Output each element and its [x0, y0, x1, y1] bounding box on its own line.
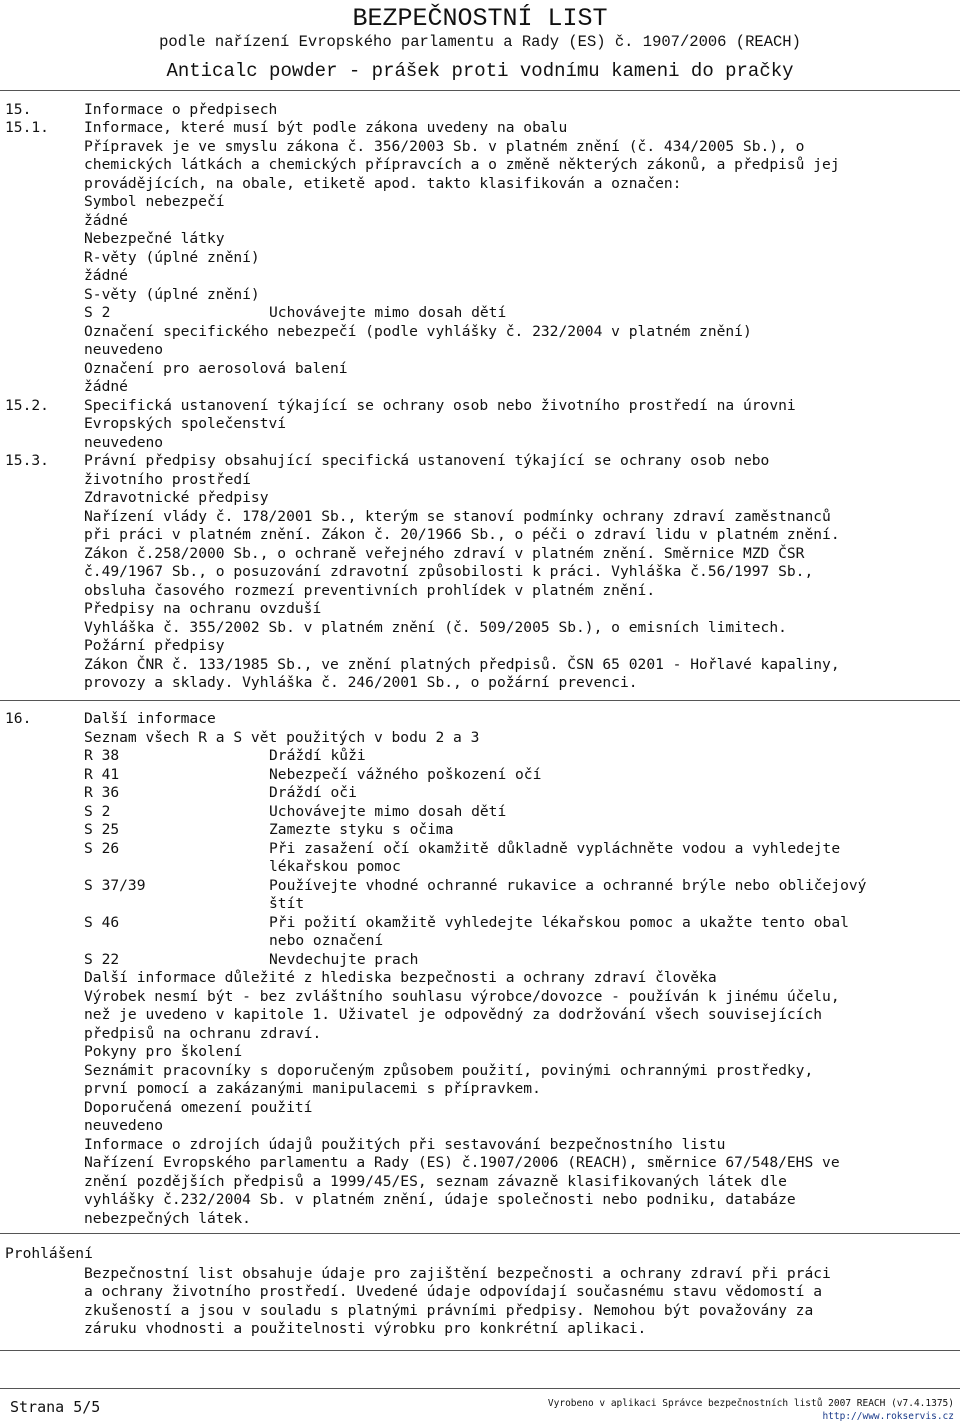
- line-text: Seznámit pracovníky s doporučeným způsobem použití, povinými ochrannými prostředky,: [84, 1062, 814, 1079]
- line-text: Vyhláška č. 355/2002 Sb. v platném znění (č. 509/2005 Sb.), o emisních limitech.: [84, 619, 787, 636]
- line-text: Zákon č.258/2000 Sb., o ochraně veřejného zdraví v platném znění. Směrnice MZD ČSR: [84, 545, 805, 562]
- line-text: při práci v platném znění. Zákon č. 20/1966 Sb., o péči o zdraví lidu v platném znění.: [84, 526, 840, 543]
- line-text: neuvedeno: [84, 434, 164, 451]
- line-text: Přípravek je ve smyslu zákona č. 356/2003 Sb. v platném znění (č. 434/2005 Sb.), o: [84, 138, 805, 155]
- line-text: obsluha časového rozmezí preventivních prohlídek v platném znění.: [84, 582, 656, 599]
- phrase-text: Uchovávejte mimo dosah dětí: [269, 803, 507, 820]
- line-text: S 2: [84, 803, 111, 820]
- line-text: Doporučená omezení použití: [84, 1099, 313, 1116]
- line-text: Nebezpečné látky: [84, 230, 225, 247]
- line-text: první pomocí a zakázanými manipulacemi s přípravkem.: [84, 1080, 541, 1097]
- section-number: 16.: [5, 710, 32, 727]
- line-text: předpisů na ochranu zdraví.: [84, 1025, 322, 1042]
- line-text: Informace o předpisech: [84, 101, 278, 118]
- generator-note: Vyrobeno v aplikaci Správce bezpečnostních listů 2007 REACH (v7.4.1375): [547, 1398, 954, 1409]
- line-text: R 38: [84, 747, 120, 764]
- document-subtitle: podle nařízení Evropského parlamentu a Rady (ES) č. 1907/2006 (REACH): [159, 33, 801, 51]
- line-text: znění pozdějších předpisů a 1999/45/ES, seznam závazně klasifikovaných látek dle: [84, 1173, 787, 1190]
- line-text: nebezpečných látek.: [84, 1210, 251, 1227]
- line-text: R 36: [84, 784, 120, 801]
- product-name: Anticalc powder - prášek proti vodnímu kameni do pračky: [166, 60, 794, 82]
- line-text: žádné: [84, 267, 128, 284]
- line-text: Výrobek nesmí být - bez zvláštního souhlasu výrobce/dovozce - používán k jinému účelu,: [84, 988, 840, 1005]
- phrase-text: Nevdechujte prach: [269, 951, 419, 968]
- section-number: Prohlášení: [5, 1245, 93, 1262]
- line-text: S 37/39: [84, 877, 146, 894]
- line-text: žádné: [84, 212, 128, 229]
- header-divider: [0, 90, 960, 91]
- phrase-text: Uchovávejte mimo dosah dětí: [269, 304, 507, 321]
- section-number: 15.3.: [5, 452, 49, 469]
- line-text: Specifická ustanovení týkající se ochrany osob nebo životního prostředí na úrovni: [84, 397, 796, 414]
- line-text: Zákon ČNR č. 133/1985 Sb., ve znění platných předpisů. ČSN 65 0201 - Hořlavé kapaliny,: [84, 656, 840, 673]
- phrase-text: Nebezpečí vážného poškození očí: [269, 766, 542, 783]
- line-text: Požární předpisy: [84, 637, 225, 654]
- line-text: Seznam všech R a S vět použitých v bodu 2 a 3: [84, 729, 480, 746]
- line-text: Informace o zdrojích údajů použitých při sestavování bezpečnostního listu: [84, 1136, 726, 1153]
- section-divider: [0, 1233, 960, 1234]
- line-text: S 2: [84, 304, 111, 321]
- line-text: záruku vhodnosti a použitelnosti výrobku pro konkrétní aplikaci.: [84, 1320, 647, 1337]
- line-text: než je uvedeno v kapitole 1. Uživatel je odpovědný za dodržování všech souvisejících: [84, 1006, 823, 1023]
- line-text: Další informace: [84, 710, 216, 727]
- line-text: a ochrany životního prostředí. Uvedené údaje odpovídají současnému stavu vědomostí a: [84, 1283, 823, 1300]
- line-text: R 41: [84, 766, 120, 783]
- phrase-text: Dráždí oči: [269, 784, 357, 801]
- line-text: Další informace důležité z hlediska bezpečnosti a ochrany zdraví člověka: [84, 969, 717, 986]
- section-number: 15.2.: [5, 397, 49, 414]
- line-text: vyhlášky č.232/2004 Sb. v platném znění, údaje společnosti nebo podniku, databáze: [84, 1191, 796, 1208]
- line-text: Nařízení vlády č. 178/2001 Sb., kterým se stanoví podmínky ochrany zdraví zaměstnanců: [84, 508, 831, 525]
- line-text: Předpisy na ochranu ovzduší: [84, 600, 322, 617]
- website-link[interactable]: http://www.rokservis.cz: [822, 1411, 954, 1422]
- line-text: provádějících, na obale, etiketě apod. takto klasifikován a označen:: [84, 175, 682, 192]
- section-number: 15.: [5, 101, 32, 118]
- line-text: S 25: [84, 821, 120, 838]
- line-text: Bezpečnostní list obsahuje údaje pro zajištění bezpečnosti a ochrany zdraví při práci: [84, 1265, 831, 1282]
- phrase-text: štít: [269, 895, 305, 912]
- line-text: S 22: [84, 951, 120, 968]
- line-text: Označení specifického nebezpečí (podle vyhlášky č. 232/2004 v platném znění): [84, 323, 752, 340]
- line-text: Pokyny pro školení: [84, 1043, 243, 1060]
- line-text: Nařízení Evropského parlamentu a Rady (ES) č.1907/2006 (REACH), směrnice 67/548/EHS ve: [84, 1154, 840, 1171]
- line-text: S-věty (úplné znění): [84, 286, 260, 303]
- phrase-text: lékařskou pomoc: [269, 858, 401, 875]
- line-text: č.49/1967 Sb., o posuzování zdravotní způsobilosti k práci. Vyhláška č.56/1997 Sb.,: [84, 563, 814, 580]
- line-text: provozy a sklady. Vyhláška č. 246/2001 Sb., o požární prevenci.: [84, 674, 638, 691]
- section-divider: [0, 1350, 960, 1351]
- line-text: S 46: [84, 914, 120, 931]
- footer-credits: [548, 1397, 954, 1423]
- section-divider: [0, 700, 960, 701]
- document-title: BEZPEČNOSTNÍ LIST: [352, 4, 608, 33]
- section-number: 15.1.: [5, 119, 49, 136]
- line-text: Evropských společenství: [84, 415, 287, 432]
- line-text: S 26: [84, 840, 120, 857]
- line-text: Informace, které musí být podle zákona uvedeny na obalu: [84, 119, 568, 136]
- phrase-text: Používejte vhodné ochranné rukavice a ochranné brýle nebo obličejový: [269, 877, 867, 894]
- phrase-text: Zamezte styku s očima: [269, 821, 454, 838]
- line-text: Symbol nebezpečí: [84, 193, 225, 210]
- line-text: neuvedeno: [84, 341, 164, 358]
- line-text: R-věty (úplné znění): [84, 249, 260, 266]
- line-text: žádné: [84, 378, 128, 395]
- page-number: Strana 5/5: [10, 1398, 101, 1416]
- phrase-text: Dráždí kůži: [269, 747, 366, 764]
- line-text: neuvedeno: [84, 1117, 164, 1134]
- line-text: chemických látkách a chemických přípravcích a o změně některých zákonů, a předpisů jej: [84, 156, 840, 173]
- phrase-text: Při požití okamžitě vyhledejte lékařskou pomoc a ukažte tento obal: [269, 914, 849, 931]
- line-text: životního prostředí: [84, 471, 251, 488]
- line-text: zkušeností a jsou v souladu s platnými právními předpisy. Nemohou být považovány za: [84, 1302, 814, 1319]
- line-text: Právní předpisy obsahující specifická ustanovení týkající se ochrany osob nebo: [84, 452, 770, 469]
- phrase-text: nebo označení: [269, 932, 384, 949]
- line-text: Zdravotnické předpisy: [84, 489, 269, 506]
- line-text: Označení pro aerosolová balení: [84, 360, 348, 377]
- phrase-text: Při zasažení očí okamžitě důkladně vypláchněte vodou a vyhledejte: [269, 840, 841, 857]
- footer-divider: [0, 1388, 960, 1389]
